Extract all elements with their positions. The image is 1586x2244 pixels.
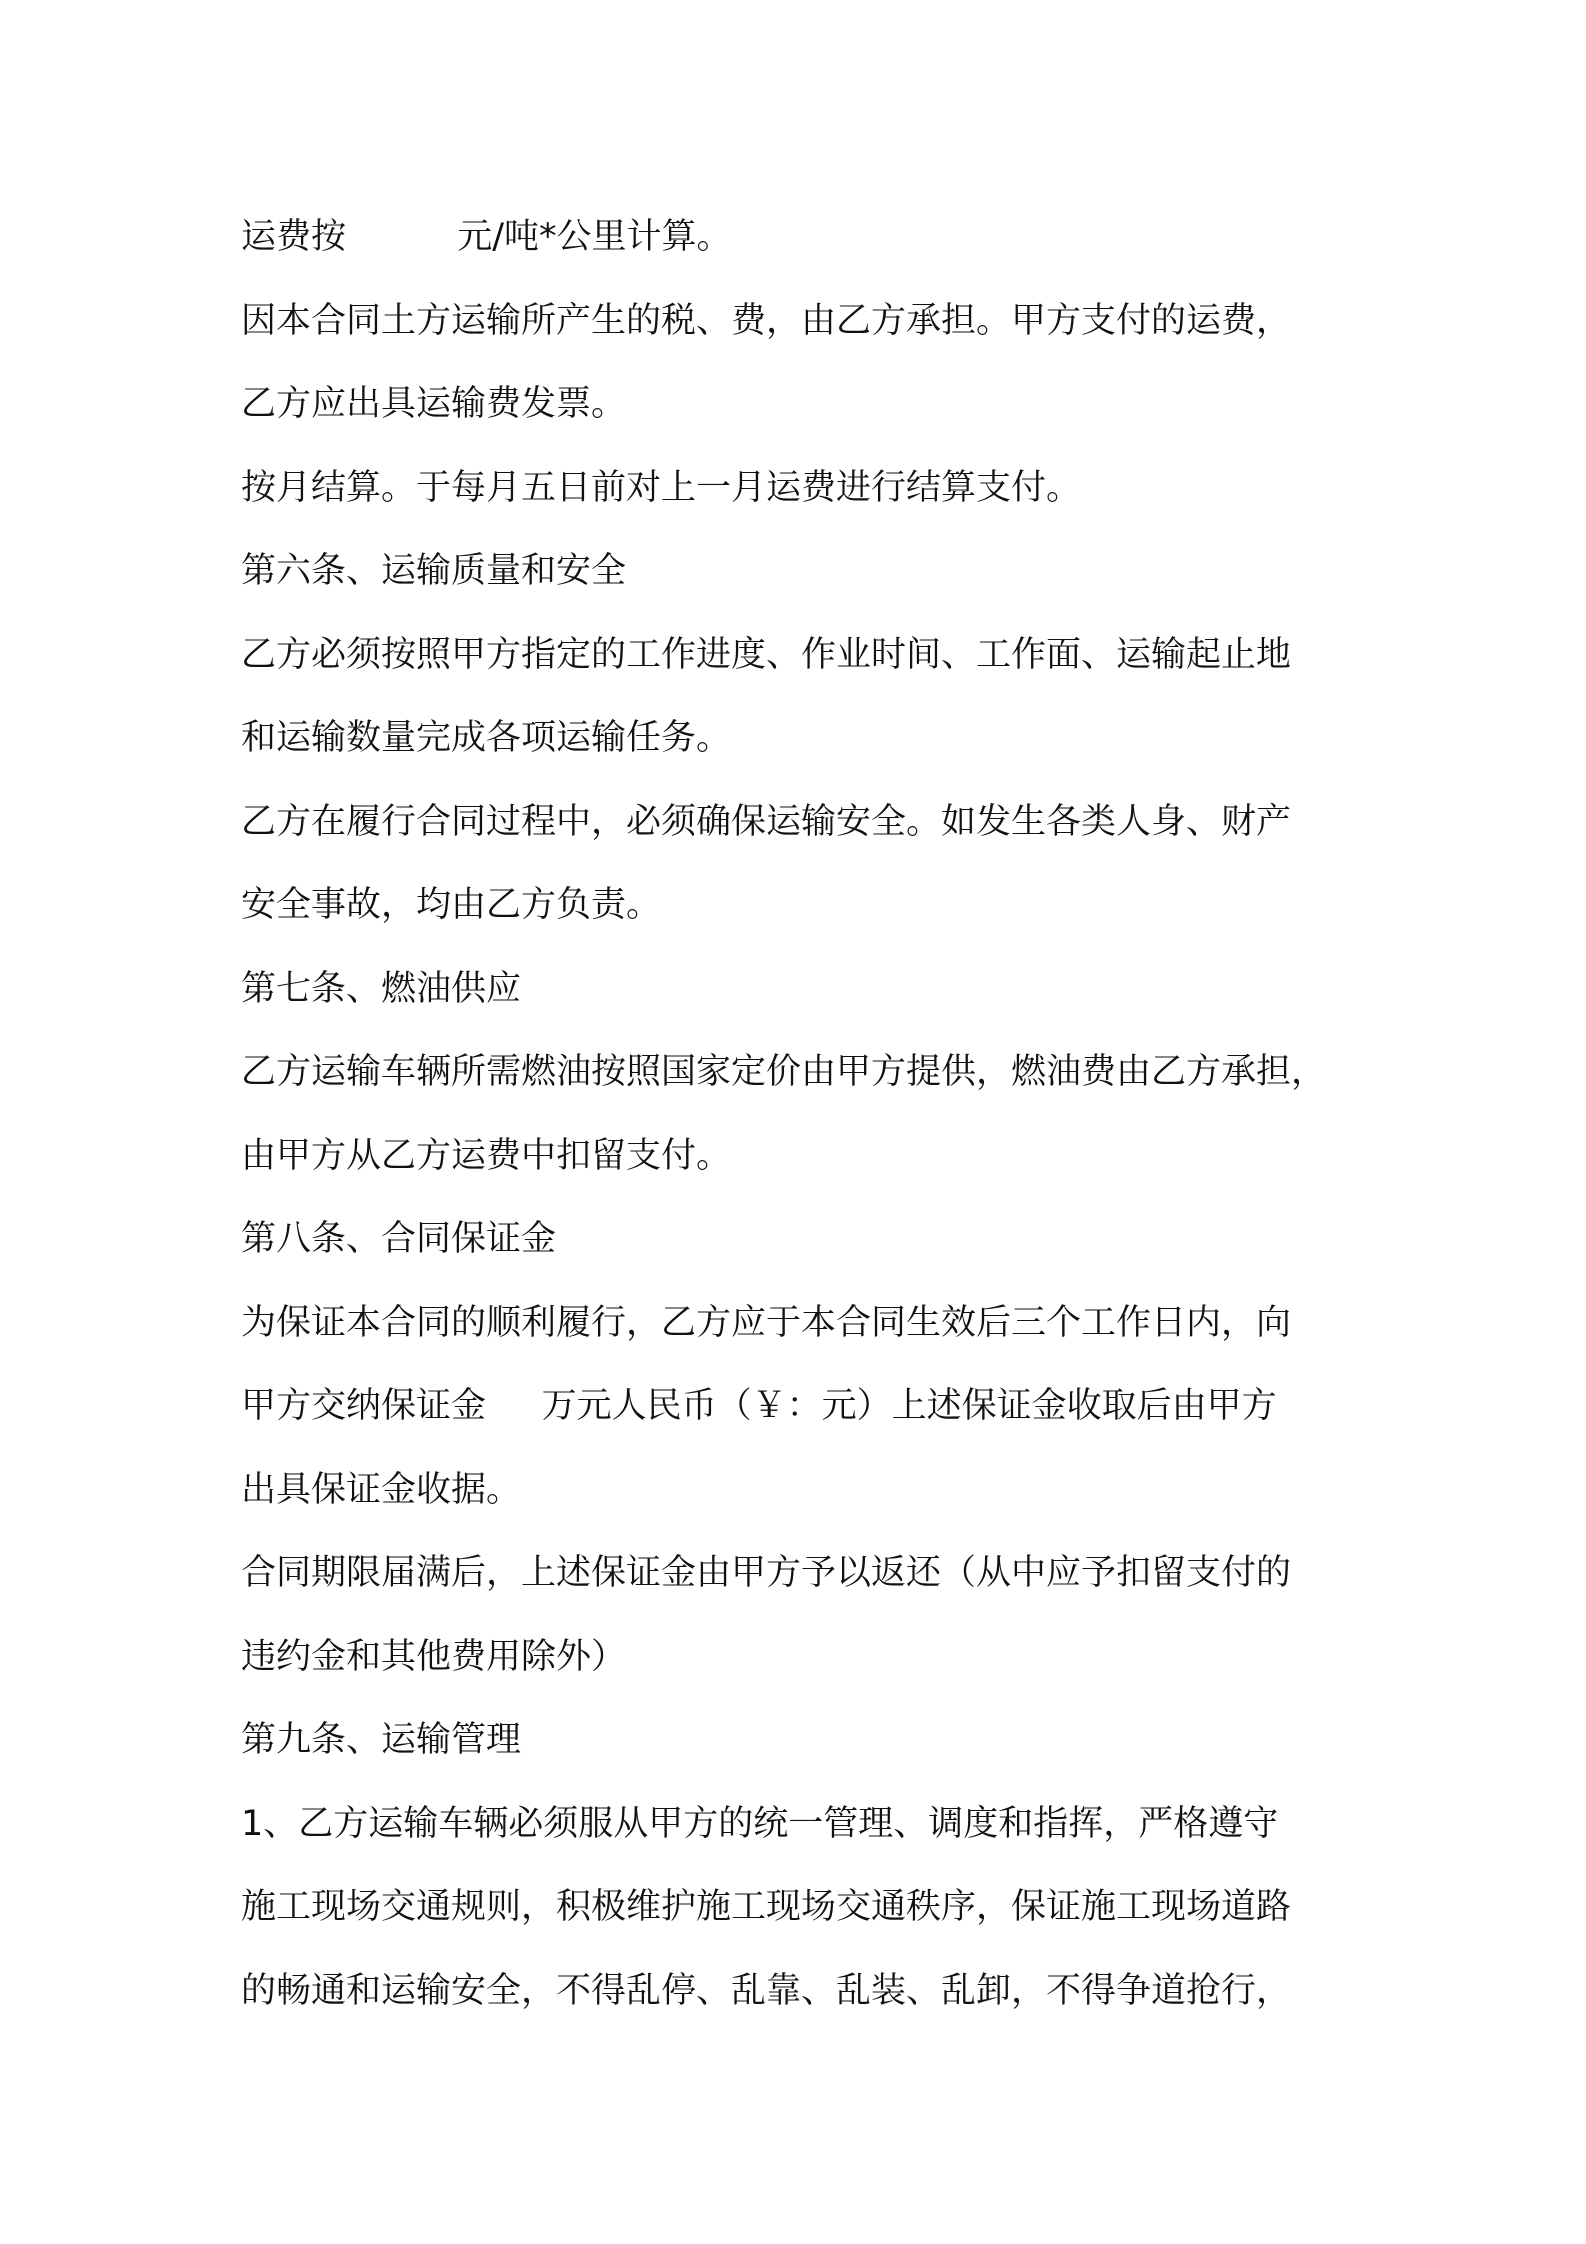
paragraph-fuel: 乙方运输车辆所需燃油按照国家定价由甲方提供，燃油费由乙方承担， (241, 1052, 1327, 1092)
paragraph-safety-cont: 安全事故，均由乙方负责。 (241, 885, 662, 925)
paragraph-taxes: 因本合同土方运输所产生的税、费，由乙方承担。甲方支付的运费， (241, 300, 1292, 341)
paragraph-monthly-settlement: 按月结算。于每月五日前对上一月运费进行结算支付。 (241, 467, 1082, 508)
paragraph-deposit: 为保证本合同的顺利履行，乙方应于本合同生效后三个工作日内，向 (241, 1302, 1292, 1343)
document-body (241, 196, 1381, 2033)
paragraph-management-1: 1、乙方运输车辆必须服从甲方的统一管理、调度和指挥，严格遵守 (241, 1803, 1279, 1844)
paragraph-freight-rate: 运费按 元/吨*公里计算。 (241, 217, 732, 257)
paragraph-fuel-cont: 由甲方从乙方运费中扣留支付。 (241, 1135, 732, 1176)
paragraph-deposit-cont: 甲方交纳保证金 万元人民币（￥：元）上述保证金收取后由甲方 (241, 1386, 1277, 1426)
paragraph-schedule-cont: 和运输数量完成各项运输任务。 (241, 718, 732, 758)
paragraph-management-1-cont: 施工现场交通规则，积极维护施工现场交通秩序，保证施工现场道路 (241, 1887, 1292, 1927)
paragraph-management-1-cont2: 的畅通和运输安全，不得乱停、乱靠、乱装、乱卸，不得争道抢行， (241, 1970, 1292, 2011)
paragraph-deposit-return: 合同期限届满后，上述保证金由甲方予以返还（从中应予扣留支付的 (241, 1553, 1292, 1593)
article-6-heading: 第六条、运输质量和安全 (241, 551, 627, 591)
paragraph-safety: 乙方在履行合同过程中，必须确保运输安全。如发生各类人身、财产 (241, 801, 1292, 842)
article-7-heading: 第七条、燃油供应 (241, 968, 522, 1009)
paragraph-deposit-return-cont: 违约金和其他费用除外） (241, 1636, 627, 1677)
paragraph-deposit-receipt: 出具保证金收据。 (241, 1469, 522, 1510)
paragraph-schedule: 乙方必须按照甲方指定的工作进度、作业时间、工作面、运输起止地 (241, 634, 1292, 675)
article-8-heading: 第八条、合同保证金 (241, 1219, 557, 1259)
article-9-heading: 第九条、运输管理 (241, 1720, 522, 1760)
paragraph-taxes-cont: 乙方应出具运输费发票。 (241, 384, 627, 424)
